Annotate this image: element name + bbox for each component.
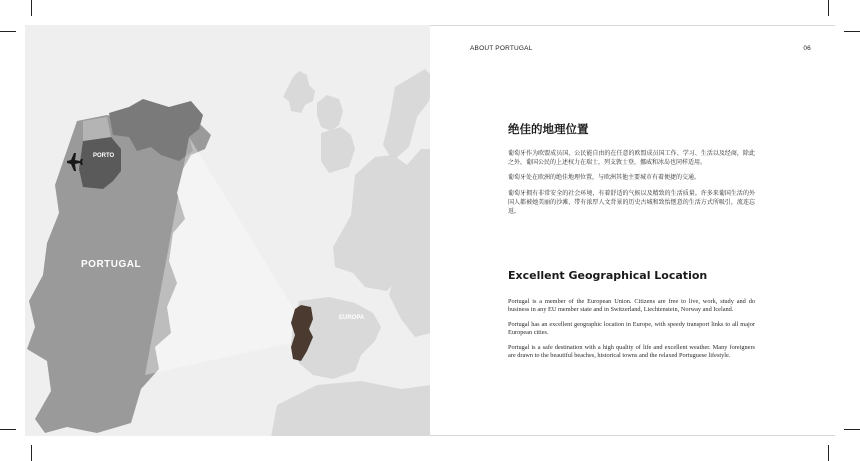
chinese-paragraph: 葡萄牙处在欧洲的绝佳地理位置，与欧洲其他主要城市有着便捷的交通。 [508,174,701,182]
minho-region [83,117,111,141]
map-page [25,25,430,436]
chinese-paragraph: 葡萄牙拥有非常安全的社会环境，有着舒适的气候以及精致的生活质量。许多来葡国生活的外国人都被她美丽的沙滩，带有浓厚人文背景的历史古城和致怡惬意的生活方式所吸引，流连忘返。 [508,189,755,216]
europa-label: EUROPA [339,315,365,321]
portugal-europe-map [25,25,430,436]
crop-mark [844,429,860,430]
europe-landmass [271,69,430,436]
english-heading: Excellent Geographical Location [508,269,708,282]
crop-mark [828,0,829,16]
crop-mark [31,0,32,16]
page-number: 06 [803,45,811,52]
english-body [508,298,755,366]
chinese-body [508,149,755,222]
crop-mark [844,31,860,32]
text-page [430,25,835,436]
english-paragraph: Portugal is a safe destination with a high quality of life and excellent weather. Many foreigners are drawn to the beautiful beaches, historical towns and the relaxed Portuguese lifestyle. [508,343,755,360]
crop-mark [0,429,16,430]
english-paragraph: Portugal has an excellent geographic location in Europe, with speedy transport links to all major European cities. [508,320,755,337]
brochure-spread [25,25,835,436]
crop-mark [0,31,16,32]
section-title: ABOUT PORTUGAL [470,45,533,52]
crop-mark [31,445,32,461]
english-paragraph: Portugal is a member of the European Union. Citizens are free to live, work, study and do business in any EU member state and in Switzerland, Liechtenstein, Norway and Iceland. [508,298,755,314]
crop-mark [828,445,829,461]
porto-label: PORTO [93,153,115,159]
portugal-label: PORTUGAL [81,259,142,270]
chinese-heading: 绝佳的地理位置 [508,122,589,136]
chinese-paragraph: 葡萄牙作为欧盟成员国，公民能自由的在任意的欧盟成员国工作、学习、生活以及经商，除此之外，葡国公民的上述权力在瑞士，列支敦士登，挪威和冰岛也同样适用。 [508,150,755,167]
